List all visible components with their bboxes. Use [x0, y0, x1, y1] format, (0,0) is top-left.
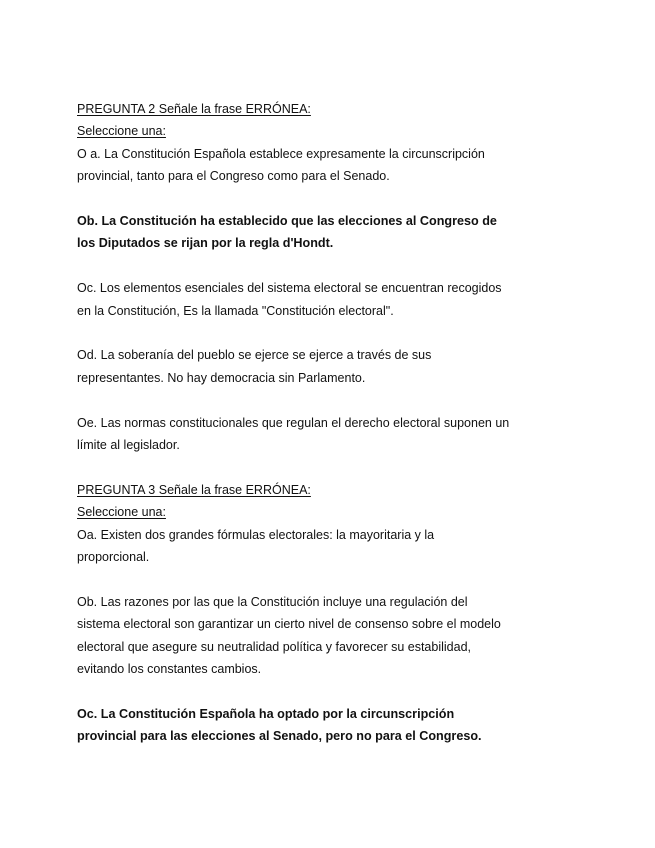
spacer [77, 680, 547, 702]
option-line: proporcional. [77, 550, 150, 565]
question-2-option-b [77, 210, 547, 255]
question-3-prompt: Seleccione una: [77, 505, 166, 520]
option-line: O a. La Constitución Española establece expresamente la circunscripción [77, 146, 485, 161]
option-line: Oa. Existen dos grandes fórmulas electorales: la mayoritaria y la [77, 527, 435, 542]
option-line: provincial para las elecciones al Senado, pero no para el Congreso. [77, 729, 482, 744]
question-2-option-c [77, 277, 547, 322]
option-line: Od. La soberanía del pueblo se ejerce se ejerce a través de sus [77, 348, 432, 363]
option-line: límite al legislador. [77, 438, 180, 453]
question-2-option-a [77, 143, 547, 188]
document-content [77, 98, 547, 748]
question-2-prompt: Seleccione una: [77, 124, 166, 139]
question-2-option-e [77, 412, 547, 457]
spacer [77, 568, 547, 590]
option-line: Oc. Los elementos esenciales del sistema electoral se encuentran recogidos [77, 281, 502, 296]
option-line: evitando los constantes cambios. [77, 662, 262, 677]
question-3-heading: PREGUNTA 3 Señale la frase ERRÓNEA: [77, 482, 311, 497]
spacer [77, 389, 547, 411]
option-line: sistema electoral son garantizar un cierto nivel de consenso sobre el modelo [77, 617, 501, 632]
option-line: Ob. La Constitución ha establecido que las elecciones al Congreso de [77, 214, 497, 229]
question-2-option-d [77, 344, 547, 389]
option-line: provincial, tanto para el Congreso como para el Senado. [77, 169, 390, 184]
option-line: representantes. No hay democracia sin Parlamento. [77, 370, 366, 385]
option-line: Ob. Las razones por las que la Constitución incluye una regulación del [77, 594, 468, 609]
option-line: Oc. La Constitución Española ha optado por la circunscripción [77, 706, 455, 721]
spacer [77, 322, 547, 344]
option-line: Oe. Las normas constitucionales que regulan el derecho electoral suponen un [77, 415, 510, 430]
spacer [77, 456, 547, 478]
spacer [77, 188, 547, 210]
question-2-heading: PREGUNTA 2 Señale la frase ERRÓNEA: [77, 102, 311, 116]
option-line: los Diputados se rijan por la regla d'Hondt. [77, 236, 334, 251]
question-3-option-b [77, 591, 547, 681]
question-3-option-c [77, 703, 547, 748]
spacer [77, 255, 547, 277]
option-line: electoral que asegure su neutralidad política y favorecer su estabilidad, [77, 639, 471, 654]
question-3-option-a [77, 524, 547, 569]
option-line: en la Constitución, Es la llamada "Constitución electoral". [77, 303, 394, 318]
